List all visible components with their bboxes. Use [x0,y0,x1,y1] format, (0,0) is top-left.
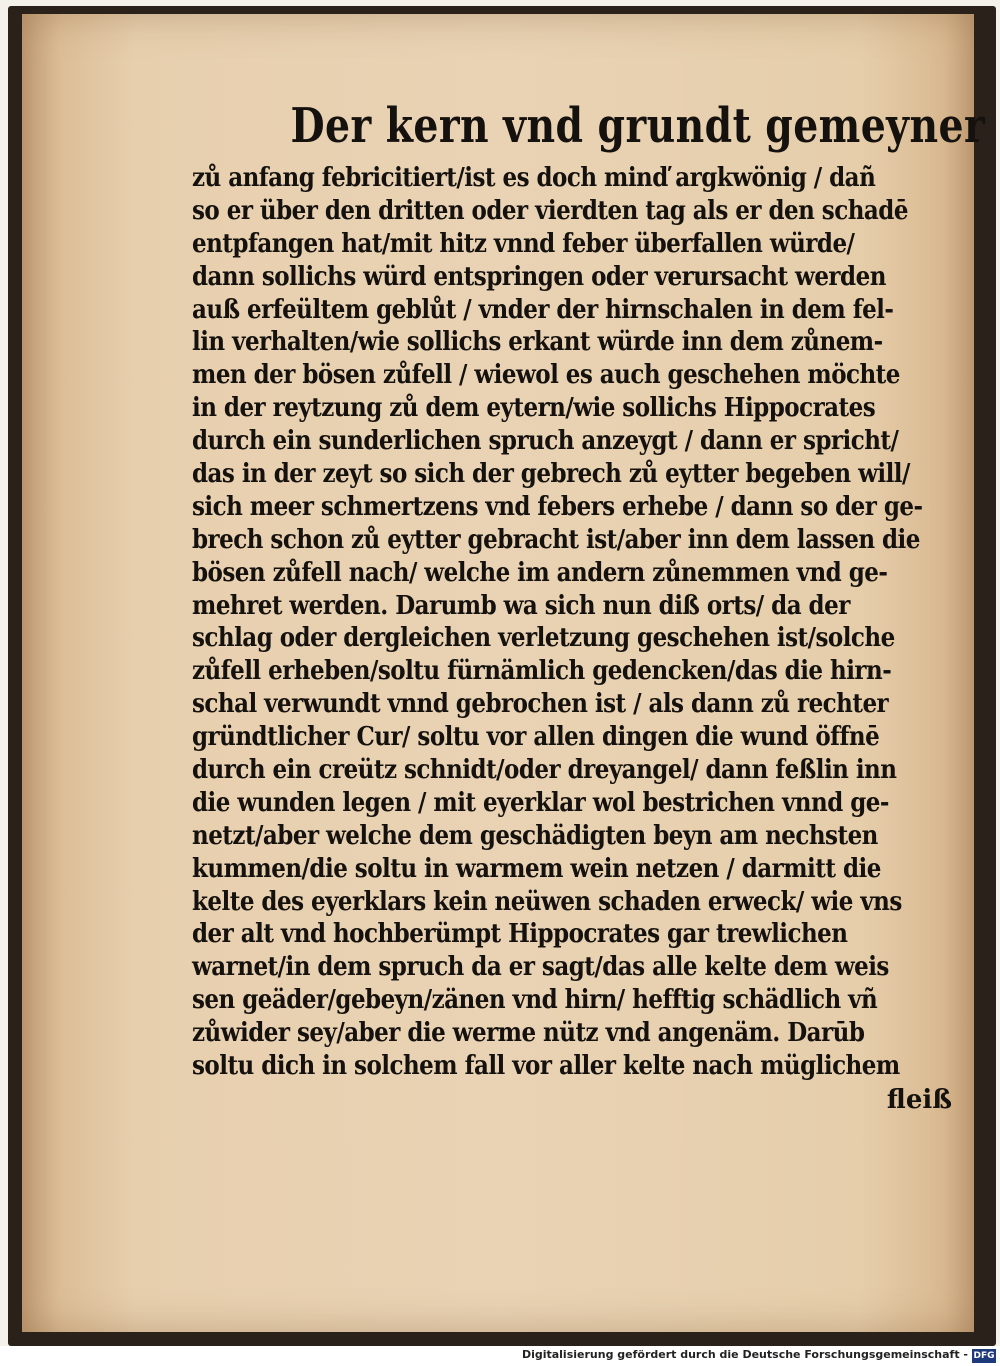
text-line: zůwider sey/aber die werme nütz vnd angenäm. Darūb [192,1018,865,1049]
text-line: bösen zůfell nach/ welche im andern zůnemmen vnd ge- [192,557,888,588]
text-line: durch ein creütz schnidt/oder dreyangel/ dann feßlin inn [192,755,897,786]
text-line: kelte des eyerklars kein neüwen schaden erweck/ wie vns [192,886,902,917]
dfg-logo: DFG [973,1351,995,1361]
text-line: entpfangen hat/mit hitz vnnd feber überfallen würde/ [192,228,855,259]
text-line: auß erfeültem geblůt / vnder der hirnschalen in dem fel- [192,294,894,325]
text-line: brech schon zů eytter gebracht ist/aber inn dem lassen die [192,524,920,555]
text-line: dann sollichs würd entspringen oder verursacht werden [192,261,886,292]
text-line: so er über den dritten oder vierdten tag als er den schadē [192,195,908,226]
text-line: durch ein sunderlichen spruch anzeygt / dann er spricht/ [192,426,899,457]
catchword: fleiß [886,1084,952,1115]
text-line: zůfell erheben/soltu fürnämlich gedencken/das die hirn- [192,656,892,687]
text-line: die wunden legen / mit eyerklar wol bestrichen vnnd ge- [192,787,889,818]
text-line: zů anfang febricitiert/ist es doch minď argkwönig / dañ [192,163,876,193]
funding-credit: Digitalisierung gefördert durch die Deutsche Forschungsgemeinschaft - [521,1348,968,1361]
text-line: netzt/aber welche dem geschädigten beyn am nechsten [192,820,878,851]
text-line: men der bösen zůfell / wiewol es auch geschehen möchte [192,360,900,391]
text-line: warnet/in dem spruch da er sagt/das alle kelte dem weis [192,952,889,983]
text-line: in der reytzung zů dem eytern/wie sollichs Hippocrates [192,393,876,424]
text-line: sich meer schmertzens vnd febers erhebe / dann so der ge- [192,491,923,522]
text-line: lin verhalten/wie sollichs erkant würde inn dem zůnem- [192,327,883,358]
text-line: kummen/die soltu in warmem wein netzen / darmitt die [192,853,881,884]
text-line: soltu dich in solchem fall vor aller kelte nach müglichem [192,1051,900,1082]
text-line: der alt vnd hochberümpt Hippocrates gar trewlichen [192,919,848,950]
text-line: mehret werden. Darumb wa sich nun diß orts/ da der [192,590,850,621]
footer-bar [0,1346,1000,1366]
text-line: sen geäder/gebeyn/zänen vnd hirn/ hefftig schädlich vñ [192,985,878,1016]
body-text [192,162,952,1083]
running-head: Der kern vnd grundt gemeyner [290,98,986,154]
text-line: schal verwundt vnnd gebrochen ist / als dann zů rechter [192,689,889,720]
page-text-block [192,92,986,1117]
text-line: das in der zeyt so sich der gebrech zů eytter begeben will/ [192,459,910,490]
text-line: schlag oder dergleichen verletzung geschehen ist/solche [192,623,895,654]
book-page [22,14,986,1332]
text-line: gründtlicher Cur/ soltu vor allen dingen die wund öffnē [192,722,880,753]
